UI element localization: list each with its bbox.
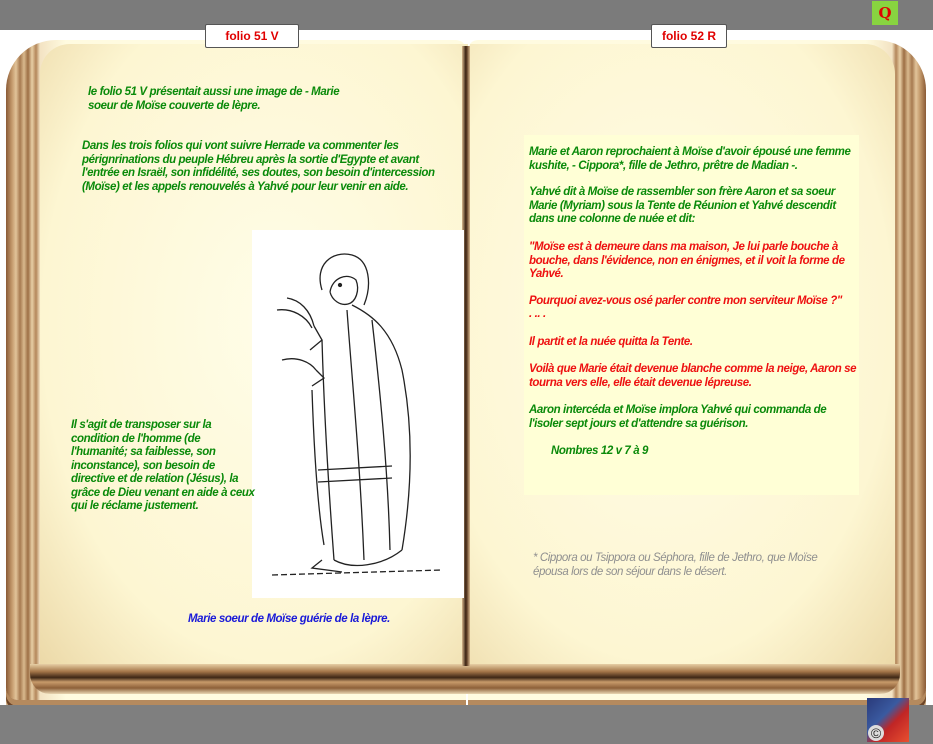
folio-left-label: folio 51 V xyxy=(205,24,299,48)
right-paragraph-5: Aaron intercéda et Moïse implora Yahvé qui commanda de l'isoler sept jours et d'attendre sa guérison. xyxy=(529,404,827,430)
right-paragraph-2: Yahvé dit à Moïse de rassembler son frère Aaron et sa soeur Marie (Myriam) sous la Tente de Réunion et Yahvé descendit dans une colonne de nuée et dit: xyxy=(529,186,836,225)
bottom-bar xyxy=(0,705,933,744)
right-paragraph-4: Voilà que Marie était devenue blanche comme la neige, Aaron se tourna vers elle, elle était devenue lépreuse. xyxy=(529,363,857,389)
figure-drawing-icon xyxy=(252,230,464,598)
left-intro-text: le folio 51 V présentait aussi une image de - Marie soeur de Moïse couverte de lèpre. xyxy=(88,86,340,112)
copyright-icon: © xyxy=(868,725,884,741)
marie-illustration xyxy=(252,230,464,598)
logo-button[interactable] xyxy=(872,1,898,25)
left-paragraph: Dans les trois folios qui vont suivre Herrade va commenter les pérignrinations du peuple Hébreu après la sortie d'Egypte et avant l'entrée en Israël, son infidélité, ses doutes, son besoin d'intercession (Moïse) et les appels renouvelés à Yahvé pour leur venir en aide. xyxy=(82,140,435,193)
logo-icon: Q xyxy=(878,4,892,22)
footnote: * Cippora ou Tsippora ou Séphora, fille de Jethro, que Moïse épousa lors de son séjour dans le désert. xyxy=(533,552,818,578)
figure-caption: Marie soeur de Moïse guérie de la lèpre. xyxy=(188,613,390,625)
right-paragraph-3: Il partit et la nuée quitta la Tente. xyxy=(529,336,693,348)
right-quote-1: "Moïse est à demeure dans ma maison, Je lui parle bouche à bouche, dans l'évidence, non en énigmes, et il voit la forme de Yahvé. xyxy=(529,241,845,280)
right-paragraph-1: Marie et Aaron reprochaient à Moïse d'avoir épousé une femme kushite, - Cippora*, fille de Jethro, prêtre de Madian -. xyxy=(529,146,851,172)
book-bottom-edge xyxy=(30,664,900,694)
right-quote-2: Pourquoi avez-vous osé parler contre mon serviteur Moïse ?" xyxy=(529,295,842,307)
folio-right-label: folio 52 R xyxy=(651,24,727,48)
bible-reference: Nombres 12 v 7 à 9 xyxy=(551,445,648,457)
top-bar xyxy=(0,0,933,32)
copyright-button[interactable] xyxy=(867,698,909,742)
right-ellipsis: . .. . xyxy=(529,308,546,320)
left-commentary: Il s'agit de transposer sur la condition de l'homme (de l'humanité; sa faiblesse, son inconstance), son besoin de directive et de relation (Jésus), la grâce de Dieu venant en aide à ceux qui le réclame justement. xyxy=(71,419,255,512)
